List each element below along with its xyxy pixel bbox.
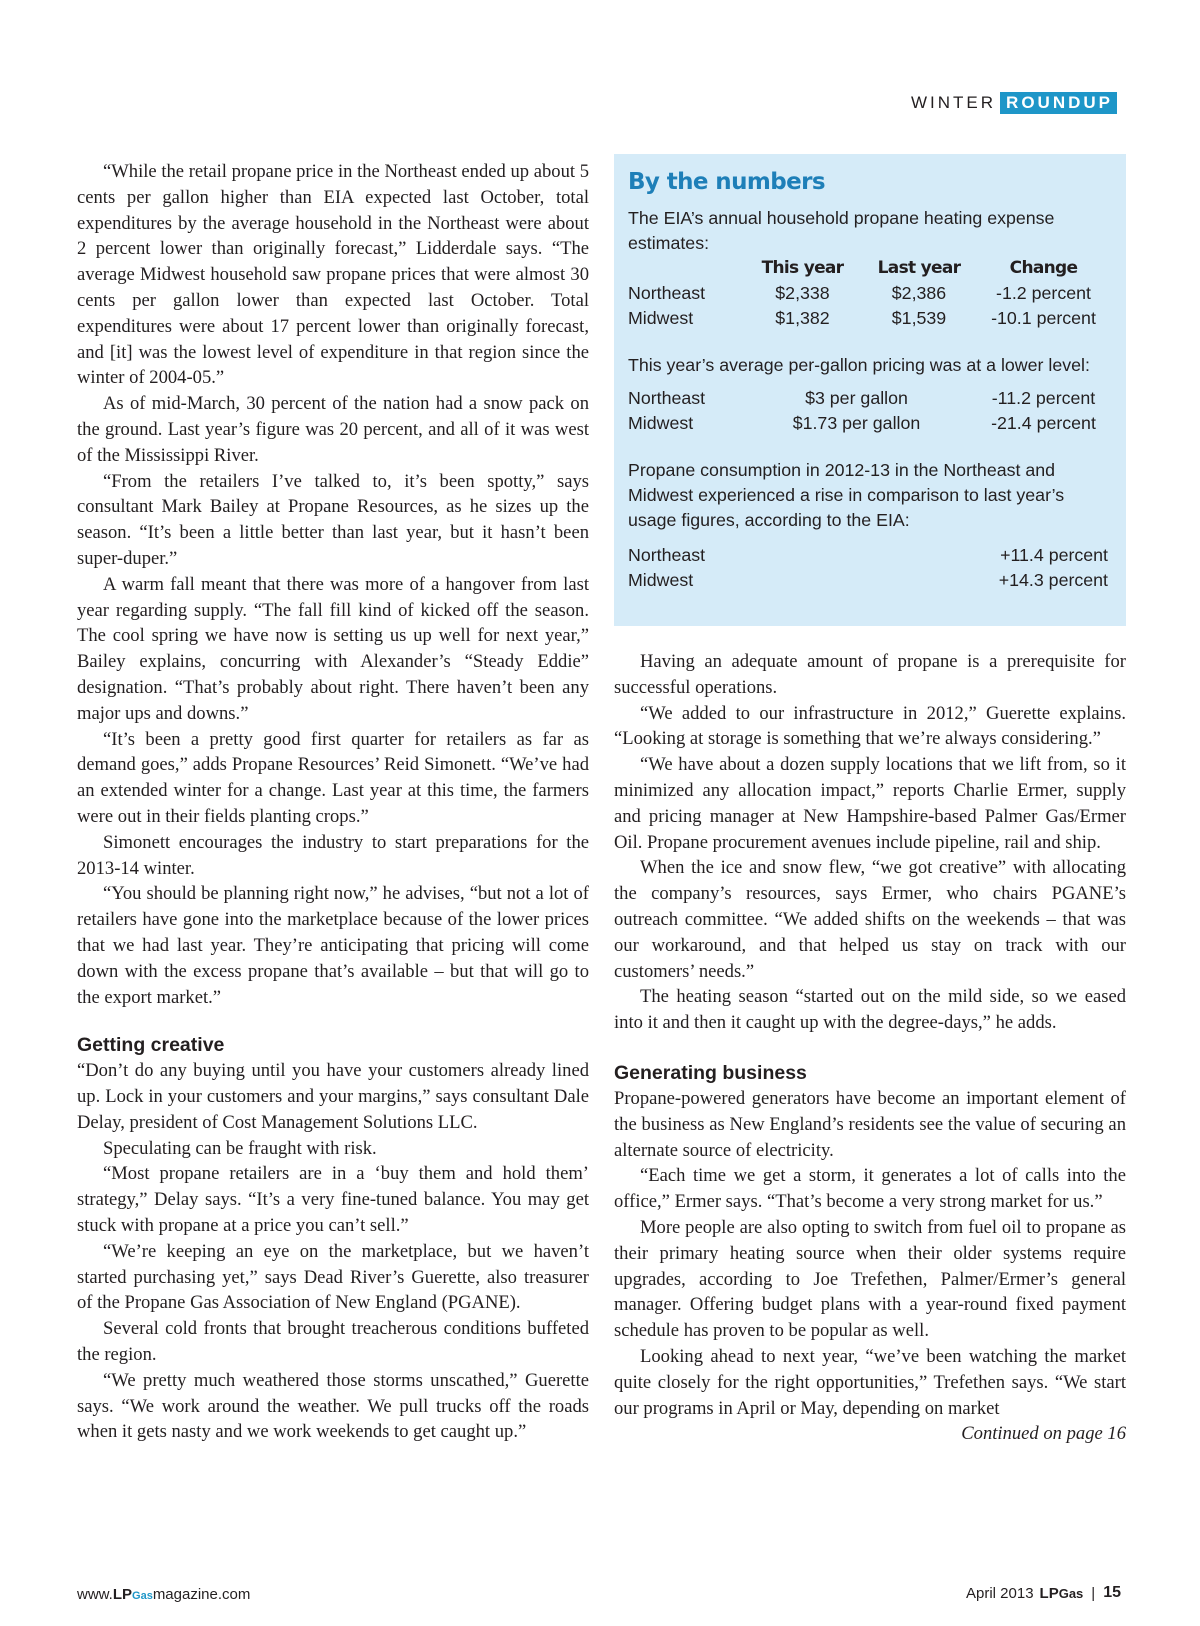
table-row <box>628 543 1114 568</box>
region-cell: Midwest <box>628 413 694 433</box>
change-cell: -1.2 percent <box>996 283 1091 303</box>
footer-issue-date: April 2013 <box>966 1584 1034 1602</box>
footer-website <box>77 1586 250 1603</box>
footer-site-gas: Gas <box>132 1590 153 1602</box>
paragraph: “It’s been a pretty good first quarter for retailers as far as demand goes,” adds Propane Resources’ Reid Simonett. “We’ve had an extended winter for a change. Last year at this time, the farmers were out in their fields planting crops.” <box>77 728 589 827</box>
paragraph: Several cold fronts that brought treacherous conditions buffeted the region. <box>77 1318 589 1366</box>
pricing-intro: This year’s average per-gallon pricing was at a lower level: <box>628 355 1090 375</box>
footer-site-suffix: magazine.com <box>152 1586 251 1603</box>
region-cell: Northeast <box>628 283 706 303</box>
pricing-table <box>628 386 1114 436</box>
right-column <box>614 649 1126 1447</box>
consumption-table <box>628 543 1114 593</box>
paragraph: When the ice and snow flew, “we got creative” with allocating the company’s resources, says Ermer, who chairs PGANE’s outreach committee. “We added shifts on the weekends – that was our workaround, and that helped us stay on track with our customers’ needs.” <box>614 857 1126 982</box>
consumption-intro: Propane consumption in 2012-13 in the Northeast and Midwest experienced a rise in comparison to last year’s usage figures, according to the EIA: <box>628 460 1065 530</box>
paragraph: “Each time we get a storm, it generates a lot of calls into the office,” Ermer says. “That’s become a very strong market for us.” <box>614 1165 1126 1213</box>
price-cell: $1.73 per gallon <box>792 413 921 433</box>
header-change: Change <box>1009 258 1078 278</box>
table-row <box>628 386 1114 411</box>
this-year-cell: $2,338 <box>775 283 830 303</box>
paragraph: “You should be planning right now,” he advises, “but not a lot of retailers have gone into the marketplace because of the lower prices that we had last year. They’re anticipating that pricing will come down with the excess propane that’s available – but that will go to the export market.” <box>77 883 589 1008</box>
paragraph: “From the retailers I’ve talked to, it’s been spotty,” says consultant Mark Bailey at Propane Resources, as he sizes up the season. “It’s been a little better than last year, but it hasn’t been super-duper.” <box>77 470 589 569</box>
paragraph: A warm fall meant that there was more of a hangover from last year regarding supply. “The fall fill kind of kicked off the season. The cool spring we have now is setting us up well for next year,” Bailey explains, concurring with Alexander’s “Steady Eddie” designation. “That’s probably about right. There haven’t been any major ups and downs.” <box>77 573 589 724</box>
section-header-word2: ROUNDUP <box>1000 92 1117 114</box>
paragraph: Looking ahead to next year, “we’ve been watching the market quite closely for the right opportunities,” Trefethen says. “We start our programs in April or May, depending on market <box>614 1345 1126 1419</box>
continued-note: Continued on page 16 <box>961 1423 1126 1445</box>
table-row <box>628 306 1114 331</box>
paragraph: “We have about a dozen supply locations that we lift from, so it minimized any allocation impact,” reports Charlie Ermer, supply and pricing manager at New Hampshire-based Palmer Gas/Ermer Oil. Propane procurement avenues include pipeline, rail and ship. <box>614 754 1126 853</box>
last-year-cell: $2,386 <box>891 283 947 303</box>
paragraph: “Most propane retailers are in a ‘buy them and hold them’ strategy,” Delay says. “It’s a very fine-tuned balance. You may get stuck with propane at a price you can’t sell.” <box>77 1163 589 1237</box>
section-header-word1: WINTER <box>911 93 997 112</box>
header-this-year: This year <box>761 258 844 278</box>
expense-table <box>628 256 1114 331</box>
paragraph: “We added to our infrastructure in 2012,” Guerette explains. “Looking at storage is something that we’re always considering.” <box>614 702 1126 750</box>
paragraph: The heating season “started out on the mild side, so we eased into it and then it caught up with the degree-days,” he adds. <box>614 986 1126 1034</box>
paragraph: “While the retail propane price in the Northeast ended up about 5 cents per gallon higher than EIA expected last October, total expenditures by the average household in the Northeast were about 2 percent lower than originally forecast,” Lidderdale says. “The average Midwest household saw propane prices that were almost 30 cents per gallon lower than expected last October. Total expenditures were about 17 percent lower than originally forecast, and [it] was the lowest level of expenditure in that region since the winter of 2004-05.” <box>77 161 589 389</box>
table-row <box>628 411 1114 436</box>
paragraph: “We pretty much weathered those storms unscathed,” Guerette says. “We work around the weather. We pull trucks off the roads when it gets nasty and we work weekends to get caught up.” <box>77 1369 589 1443</box>
paragraph: “Don’t do any buying until you have your customers already lined up. Lock in your customers and your margins,” says consultant Dale Delay, president of Cost Management Solutions LLC. <box>77 1060 589 1133</box>
region-cell: Midwest <box>628 570 694 590</box>
paragraph: More people are also opting to switch from fuel oil to propane as their primary heating source when their older systems require upgrades, according to Joe Trefethen, Palmer/Ermer’s general manager. Offering budget plans with a year-round fixed payment schedule has proven to be popular as well. <box>614 1216 1126 1342</box>
section-header <box>911 92 1117 114</box>
table-row <box>628 281 1114 306</box>
footer-brand-gas: Gas <box>1058 1585 1084 1601</box>
paragraph: “We’re keeping an eye on the marketplace, but we haven’t started purchasing yet,” says Dead River’s Guerette, also treasurer of the Propane Gas Association of New England (PGANE). <box>77 1240 589 1314</box>
footer-site-prefix: www. <box>77 1586 113 1603</box>
sidebar-intro: The EIA’s annual household propane heating expense estimates: <box>628 208 1055 253</box>
by-the-numbers-sidebar <box>614 154 1126 626</box>
footer-brand-lp: LP <box>1039 1584 1059 1602</box>
sidebar-title: By the numbers <box>628 169 825 195</box>
paragraph: Simonett encourages the industry to start preparations for the 2013-14 winter. <box>77 831 589 879</box>
footer-issue <box>966 1584 1121 1602</box>
region-cell: Northeast <box>628 388 706 408</box>
this-year-cell: $1,382 <box>775 308 830 328</box>
change-cell: +11.4 percent <box>1000 545 1108 565</box>
change-cell: -11.2 percent <box>991 388 1096 408</box>
paragraph: Speculating can be fraught with risk. <box>103 1137 377 1159</box>
footer-site-lp: LP <box>112 1586 133 1603</box>
paragraph: Having an adequate amount of propane is a prerequisite for successful operations. <box>614 651 1126 698</box>
region-cell: Midwest <box>628 308 694 328</box>
left-column <box>77 159 589 1445</box>
change-cell: -21.4 percent <box>991 413 1096 433</box>
page-number: 15 <box>1103 1584 1121 1601</box>
price-cell: $3 per gallon <box>805 388 908 408</box>
paragraph: Propane-powered generators have become an important element of the business as New England’s residents see the value of securing an alternate source of electricity. <box>614 1087 1126 1161</box>
region-cell: Northeast <box>628 545 706 565</box>
footer-separator: | <box>1091 1584 1096 1602</box>
section-heading-getting-creative: Getting creative <box>77 1034 225 1057</box>
table-row <box>628 568 1114 593</box>
expense-table-header <box>628 256 1114 281</box>
section-heading-generating-business: Generating business <box>614 1061 807 1084</box>
change-cell: -10.1 percent <box>991 308 1096 328</box>
header-last-year: Last year <box>877 258 961 278</box>
paragraph: As of mid-March, 30 percent of the nation had a snow pack on the ground. Last year’s figure was 20 percent, and all of it was west of the Mississippi River. <box>77 393 589 466</box>
change-cell: +14.3 percent <box>998 570 1108 590</box>
last-year-cell: $1,539 <box>891 308 947 328</box>
